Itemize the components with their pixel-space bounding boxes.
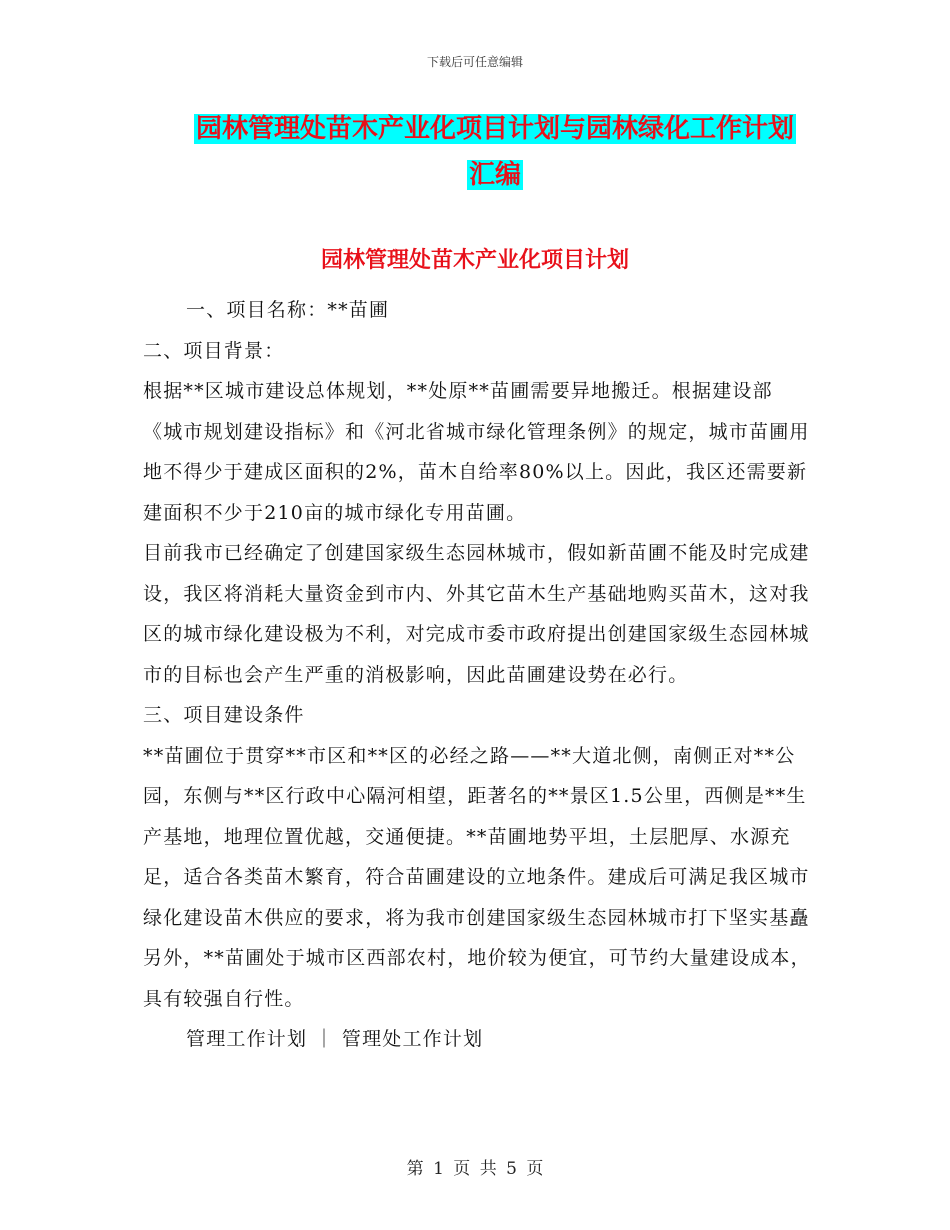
heading-construction-conditions: 三、项目建设条件: [143, 704, 305, 726]
header-note: 下载后可任意编辑: [426, 55, 523, 69]
item-project-name: 一、项目名称：**苗圃: [186, 299, 390, 321]
paragraph-background-1: 根据**区城市建设总体规划，**处原**苗圃需要异地搬迁。根据建设部《城市规划建设指标》和《河北省城市绿化管理条例》的规定，城市苗圃用地不得少于建成区面积的2%，苗木自给率80%以上。因此，我区还需要新建面积不少于210亩的城市绿化专用苗圃。: [143, 380, 810, 524]
heading-project-background: 二、项目背景：: [143, 339, 285, 362]
related-links: 管理工作计划 ｜ 管理处工作计划: [186, 1028, 484, 1050]
main-title: [150, 106, 840, 198]
page-footer: 第 1 页 共 5 页: [406, 1159, 544, 1179]
main-title-line1: 园林管理处苗木产业化项目计划与园林绿化工作计划: [195, 114, 794, 144]
paragraph-conditions: **苗圃位于贯穿**市区和**区的必经之路——**大道北侧，南侧正对**公园，东侧与**区行政中心隔河相望，距著名的**景区1.5公里，西侧是**生产基地，地理位置优越，交通便捷。**苗圃地势平坦，土层肥厚、水源充足，适合各类苗木繁育，符合苗圃建设的立地条件。建成后可满足我区城市绿化建设苗木供应的要求，将为我市创建国家级生态园林城市打下坚实基矗另外，**苗圃处于城市区西部农村，地价较为便宜，可节约大量建设成本，具有较强自行性。: [143, 744, 811, 1010]
paragraph-background-2: 目前我市已经确定了创建国家级生态园林城市，假如新苗圃不能及时完成建设，我区将消耗大量资金到市内、外其它苗木生产基础地购买苗木，这对我区的城市绿化建设极为不利，对完成市委市政府提出创建国家级生态园林城市的目标也会产生严重的消极影响，因此苗圃建设势在必行。: [143, 542, 810, 686]
section-title: 园林管理处苗木产业化项目计划: [320, 248, 629, 273]
document-body: [143, 290, 811, 1060]
main-title-line2: 汇编: [468, 160, 521, 190]
